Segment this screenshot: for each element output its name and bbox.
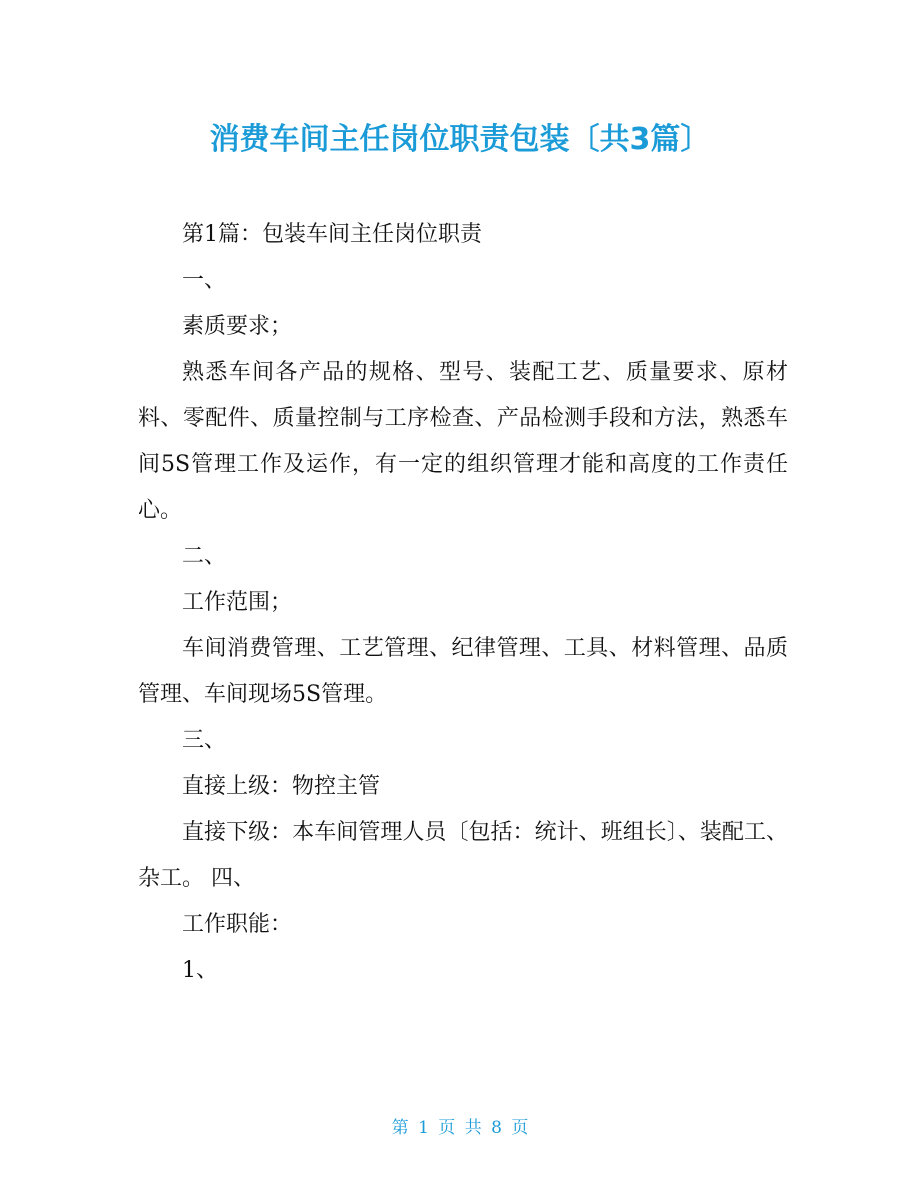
document-body <box>138 212 788 994</box>
document-title: 消费车间主任岗位职责包装〔共3篇〕 <box>209 122 711 157</box>
paragraph: 熟悉车间各产品的规格、型号、装配工艺、质量要求、原材料、零配件、质量控制与工序检查、产品检测手段和方法，熟悉车间5S管理工作及运作，有一定的组织管理才能和高度的工作责任心。 <box>138 360 788 523</box>
paragraph: 车间消费管理、工艺管理、纪律管理、工具、材料管理、品质管理、车间现场5S管理。 <box>138 636 788 707</box>
paragraph: 1、 <box>182 958 218 983</box>
page-number-footer: 第 1 页 共 8 页 <box>391 1118 529 1138</box>
paragraph: 工作职能： <box>182 912 293 937</box>
paragraph: 工作范围； <box>182 590 293 615</box>
paragraph: 素质要求； <box>182 314 293 339</box>
paragraph: 一、 <box>182 268 227 293</box>
section-heading: 第1篇：包装车间主任岗位职责 <box>182 222 482 247</box>
paragraph: 二、 <box>182 544 227 569</box>
paragraph: 三、 <box>182 728 227 753</box>
paragraph: 直接下级：本车间管理人员〔包括：统计、班组长〕、装配工、杂工。 四、 <box>138 820 788 891</box>
paragraph: 直接上级：物控主管 <box>182 774 381 799</box>
